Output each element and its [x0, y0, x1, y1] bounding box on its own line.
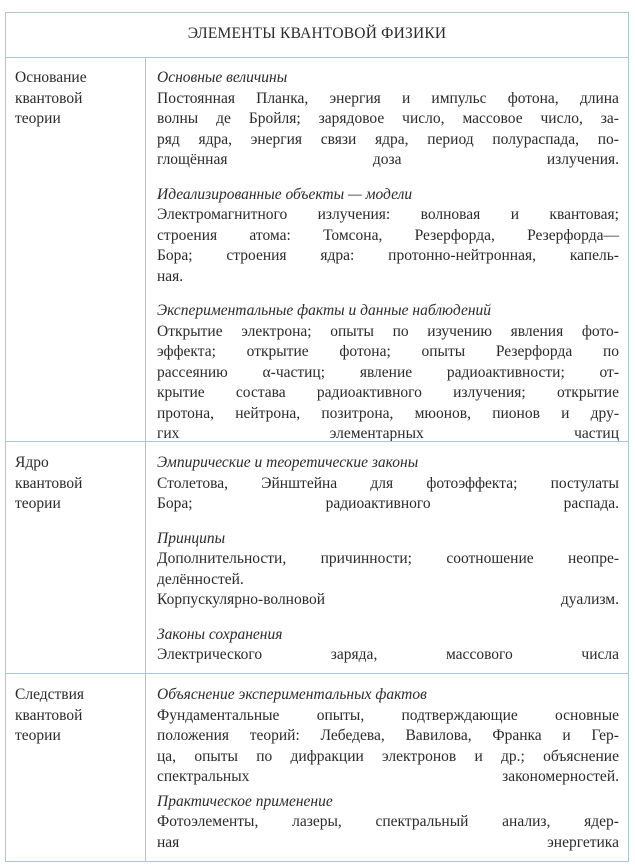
- table-row: [6, 57, 628, 441]
- section-text-line: ная энергетика: [157, 833, 619, 851]
- section-heading: Законы сохранения: [157, 625, 283, 643]
- section-heading: Основные величины: [157, 69, 288, 86]
- row-label: [6, 674, 146, 861]
- section-text-line: крытие состава радиоактивного излучения; открытие: [157, 384, 619, 401]
- section-text-line: Столетова, Эйнштейна для фотоэффекта; постулаты: [157, 474, 619, 492]
- section-text-line: Электрического заряда, массового числа: [157, 646, 619, 663]
- section-text-line: Электромагнитного излучения: волновая и квантовая;: [157, 206, 619, 223]
- section-text-line: положения теорий: Лебедева, Вавилова, Франка и Гер-: [157, 727, 619, 744]
- section-text-line: протона, нейтрона, позитрона, мюонов, пионов и дру-: [157, 404, 619, 422]
- section-text-line: ряд ядра, энергия связи ядра, период полураспада, по-: [157, 130, 619, 148]
- section-text-line: строения атома: Томсона, Резерфорда, Резерфорда—: [157, 226, 619, 244]
- section-text-line: Фундаментальные опыты, подтверждающие основные: [157, 706, 619, 724]
- content-section: [157, 685, 619, 788]
- section-text-line: волны де Бройля; зарядовое число, массовое число, за-: [157, 110, 619, 127]
- section-text-line: Дополнительности, причинности; соотношение неопре-: [157, 550, 619, 567]
- section-text-line: глощённая доза излучения.: [157, 151, 619, 168]
- table-row: [6, 441, 628, 673]
- content-section: [157, 529, 619, 611]
- row-label: [6, 442, 146, 673]
- content-section: [157, 625, 619, 666]
- row-label: [6, 57, 146, 441]
- row-label-line: Следствия: [15, 686, 85, 703]
- row-label-line: Основание: [15, 69, 87, 86]
- row-label-line: квантовой: [15, 706, 83, 724]
- content-section: [157, 68, 619, 171]
- row-label-line: теории: [15, 727, 61, 744]
- section-heading: Объяснение экспериментальных фактов: [157, 686, 427, 703]
- section-text-line: Постоянная Планка, энергия и импульс фотона, длина: [157, 89, 619, 107]
- section-heading: Экспериментальные факты и данные наблюдений: [157, 302, 492, 319]
- section-text-line: Бора; строения ядра: протонно-нейтронная, капель-: [157, 247, 619, 264]
- quantum-physics-table: [5, 12, 629, 862]
- section-text-line: эффекта; открытие фотона; опыты Резерфорда по: [157, 343, 619, 360]
- section-text-line: Фотоэлементы, лазеры, спектральный анализ, ядер-: [157, 813, 619, 830]
- row-content: [147, 442, 628, 666]
- section-text-line: спектральных закономерностей.: [157, 768, 619, 785]
- section-text-line: ца, опыты по дифракции электронов и др.; объяснение: [157, 747, 619, 765]
- row-label-line: теории: [15, 495, 61, 512]
- row-label-line: квантовой: [15, 89, 83, 107]
- row-label-line: теории: [15, 110, 61, 127]
- content-section: [157, 792, 619, 854]
- section-text-line: ная.: [157, 267, 184, 285]
- section-heading: Идеализированные объекты — модели: [157, 185, 413, 203]
- row-content: [147, 57, 628, 445]
- section-heading: Эмпирические и теоретические законы: [157, 454, 419, 471]
- table-row: [6, 673, 628, 861]
- section-text-line: рассеянию α-частиц; явление радиоактивности; от-: [157, 363, 619, 381]
- content-section: [157, 185, 619, 288]
- section-heading: Практическое применение: [157, 792, 333, 810]
- row-content: [147, 674, 628, 853]
- row-label-line: квантовой: [15, 474, 83, 492]
- content-section: [157, 301, 619, 445]
- section-text-line: делённостей.: [157, 570, 244, 588]
- section-text-line: Корпускулярно-волновой дуализм.: [157, 591, 619, 608]
- content-section: [157, 453, 619, 515]
- section-text-line: Бора; радиоактивного распада.: [157, 495, 619, 512]
- section-heading: Принципы: [157, 529, 226, 547]
- row-label-line: Ядро: [15, 454, 49, 471]
- table-title: ЭЛЕМЕНТЫ КВАНТОВОЙ ФИЗИКИ: [6, 13, 628, 58]
- section-text-line: гих элементарных частиц: [157, 425, 619, 442]
- section-text-line: Открытие электрона; опыты по изучению явления фото-: [157, 322, 619, 340]
